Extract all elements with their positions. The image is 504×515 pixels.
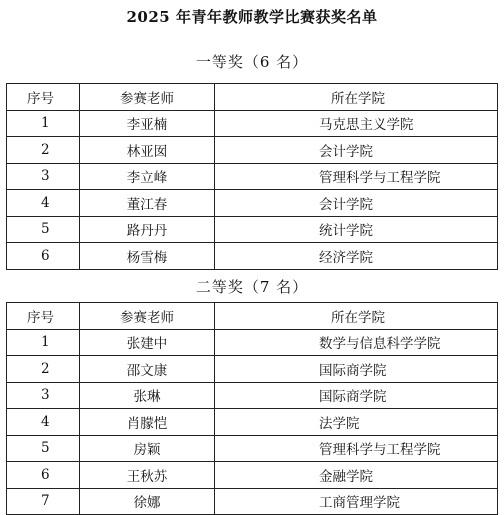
cell-college: 会计学院 (215, 190, 498, 217)
table-row (7, 356, 498, 383)
cell-college: 国际商学院 (215, 356, 498, 383)
table-row (7, 488, 498, 515)
cell-number: 3 (7, 382, 80, 409)
cell-number: 3 (7, 163, 80, 190)
cell-college: 管理科学与工程学院 (215, 163, 498, 190)
cell-teacher: 路丹丹 (80, 216, 215, 243)
table-row (7, 462, 498, 489)
column-header-college: 所在学院 (215, 303, 498, 330)
cell-teacher: 张琳 (80, 382, 215, 409)
cell-teacher: 杨雪梅 (80, 243, 215, 270)
cell-college: 马克思主义学院 (215, 110, 498, 137)
table-row (7, 216, 498, 243)
cell-number: 2 (7, 356, 80, 383)
cell-teacher: 林亚囡 (80, 137, 215, 164)
cell-number: 6 (7, 243, 80, 270)
cell-number: 6 (7, 462, 80, 489)
cell-number: 4 (7, 409, 80, 436)
cell-college: 金融学院 (215, 462, 498, 489)
column-header-teacher: 参赛老师 (80, 84, 215, 111)
column-header-number: 序号 (7, 303, 80, 330)
cell-teacher: 李亚楠 (80, 110, 215, 137)
first-prize-heading: 一等奖（6 名） (195, 53, 309, 71)
table-row (7, 110, 498, 137)
cell-teacher: 王秋苏 (80, 462, 215, 489)
cell-college: 会计学院 (215, 137, 498, 164)
cell-teacher: 张建中 (80, 329, 215, 356)
cell-number: 7 (7, 488, 80, 515)
second-prize-table (6, 302, 498, 515)
column-header-teacher: 参赛老师 (80, 303, 215, 330)
cell-teacher: 肖朦恺 (80, 409, 215, 436)
cell-college: 法学院 (215, 409, 498, 436)
cell-number: 1 (7, 329, 80, 356)
cell-college: 统计学院 (215, 216, 498, 243)
column-header-number: 序号 (7, 84, 80, 111)
first-prize-table (6, 83, 498, 270)
cell-college: 工商管理学院 (215, 488, 498, 515)
cell-number: 5 (7, 435, 80, 462)
second-prize-heading: 二等奖（7 名） (195, 278, 309, 296)
cell-college: 管理科学与工程学院 (215, 435, 498, 462)
table-row (7, 382, 498, 409)
cell-number: 4 (7, 190, 80, 217)
cell-number: 5 (7, 216, 80, 243)
document-title: 2025 年青年教师教学比赛获奖名单 (126, 8, 378, 26)
cell-teacher: 邵文康 (80, 356, 215, 383)
table-row (7, 409, 498, 436)
cell-college: 国际商学院 (215, 382, 498, 409)
cell-college: 数学与信息科学学院 (215, 329, 498, 356)
table-row (7, 329, 498, 356)
table-row (7, 163, 498, 190)
cell-teacher: 李立峰 (80, 163, 215, 190)
column-header-college: 所在学院 (215, 84, 498, 111)
table-header-row (7, 303, 498, 330)
cell-teacher: 房颖 (80, 435, 215, 462)
cell-number: 1 (7, 110, 80, 137)
table-row (7, 435, 498, 462)
table-row (7, 190, 498, 217)
table-header-row (7, 84, 498, 111)
cell-number: 2 (7, 137, 80, 164)
table-row (7, 137, 498, 164)
cell-college: 经济学院 (215, 243, 498, 270)
table-row (7, 243, 498, 270)
cell-teacher: 徐娜 (80, 488, 215, 515)
cell-teacher: 董江春 (80, 190, 215, 217)
